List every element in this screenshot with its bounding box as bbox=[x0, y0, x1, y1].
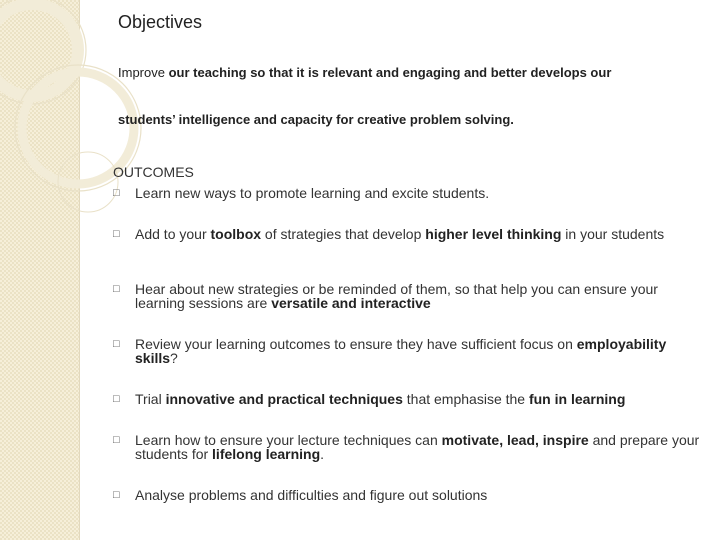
bullet-box-icon: □ bbox=[113, 228, 120, 240]
outcome-item bbox=[113, 488, 703, 502]
outcome-emphasis: motivate, lead, inspire bbox=[441, 432, 589, 448]
outcome-text: Learn new ways to promote learning and excite students. bbox=[135, 185, 490, 201]
outcome-item bbox=[113, 433, 703, 461]
outcome-item bbox=[113, 392, 703, 406]
outcome-text: Trial bbox=[135, 391, 166, 407]
objective-bold-text-1: our teaching so that it is relevant and engaging and better develops our bbox=[168, 65, 612, 80]
objective-line-1 bbox=[118, 65, 708, 80]
bullet-box-icon: □ bbox=[113, 283, 120, 295]
outcome-item bbox=[113, 282, 703, 310]
outcome-emphasis: innovative and practical techniques bbox=[165, 391, 403, 407]
outcome-text: Review your learning outcomes to ensure they have sufficient focus on bbox=[135, 336, 577, 352]
outcome-emphasis: employability skills bbox=[135, 336, 667, 366]
bullet-box-icon: □ bbox=[113, 489, 120, 501]
bullet-box-icon: □ bbox=[113, 434, 120, 446]
outcome-text: that emphasise the bbox=[402, 391, 529, 407]
objective-bold-text-2: students’ intelligence and capacity for creative problem solving. bbox=[118, 112, 514, 127]
slide-title: Objectives bbox=[118, 12, 203, 32]
bullet-box-icon: □ bbox=[113, 393, 120, 405]
objective-lead: Improve bbox=[118, 65, 169, 80]
outcome-text: Learn how to ensure your lecture techniques can bbox=[135, 432, 442, 448]
outcome-item bbox=[113, 186, 703, 200]
outcome-text: Analyse problems and difficulties and figure out solutions bbox=[135, 487, 488, 503]
outcome-emphasis: fun in learning bbox=[528, 391, 626, 407]
outcome-text: and prepare your students for bbox=[135, 432, 700, 462]
bullet-box-icon: □ bbox=[113, 338, 120, 350]
outcome-item bbox=[113, 337, 703, 365]
outcome-emphasis: toolbox bbox=[210, 226, 262, 242]
outcome-text: . bbox=[320, 446, 325, 462]
outcome-text: Hear about new strategies or be reminded of them, so that help you can ensure your learning sessions are bbox=[135, 281, 658, 311]
outcome-emphasis: higher level thinking bbox=[425, 226, 562, 242]
outcome-emphasis: versatile and interactive bbox=[271, 295, 431, 311]
outcomes-heading: OUTCOMES bbox=[113, 164, 194, 180]
objective-line-2 bbox=[118, 112, 708, 127]
outcome-text: of strategies that develop bbox=[261, 226, 426, 242]
outcome-emphasis: lifelong learning bbox=[212, 446, 321, 462]
outcome-text: ? bbox=[170, 350, 178, 366]
outcome-text: Add to your bbox=[135, 226, 211, 242]
bullet-box-icon: □ bbox=[113, 187, 120, 199]
outcome-item bbox=[113, 227, 703, 241]
outcome-text: in your students bbox=[561, 226, 665, 242]
